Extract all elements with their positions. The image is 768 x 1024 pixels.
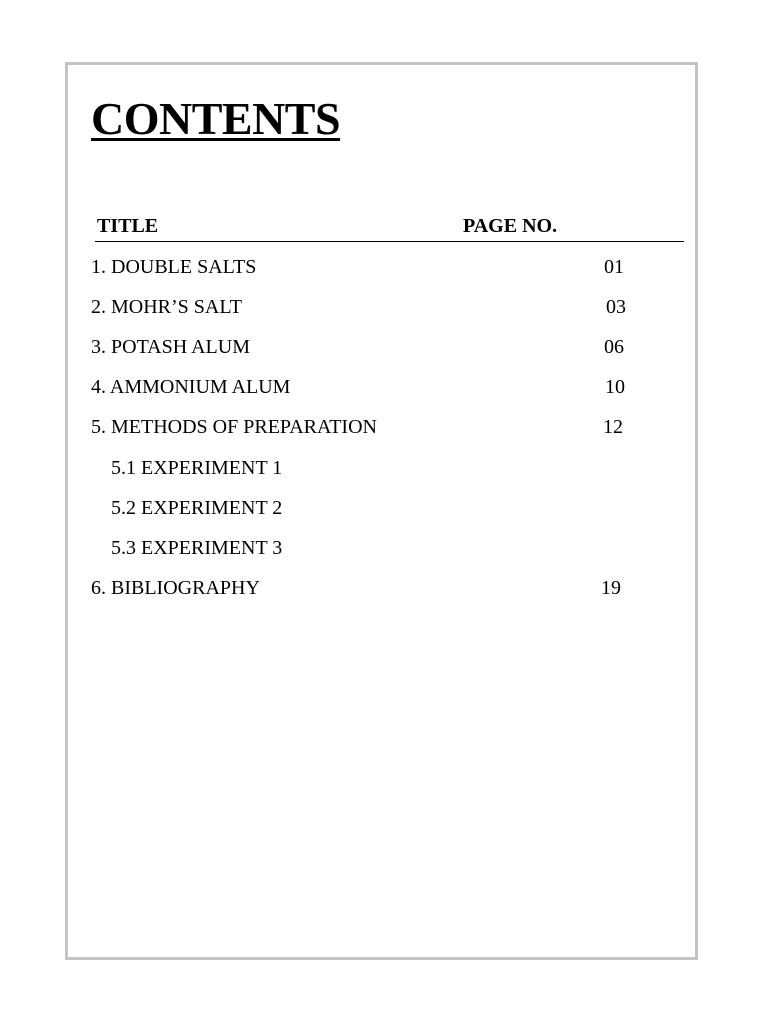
toc-entry-title: 5.1 EXPERIMENT 1 [111,457,283,479]
toc-entry-page: 10 [605,376,625,398]
toc-entry-title: 6. BIBLIOGRAPHY [91,577,260,599]
toc-entry-page: 19 [601,577,621,599]
toc-entry-title: 4. AMMONIUM ALUM [91,376,291,398]
page-number-column-header: PAGE NO. [463,215,558,237]
toc-entry-title: 5. METHODS OF PREPARATION [91,416,377,438]
toc-entry-title: 5.3 EXPERIMENT 3 [111,537,283,559]
toc-entry-title: 1. DOUBLE SALTS [91,256,257,278]
page-title: CONTENTS [91,93,341,144]
toc-entry-page: 01 [604,256,624,278]
toc-entry-title: 3. POTASH ALUM [91,336,250,358]
toc-entry-page: 03 [606,296,626,318]
toc-entry-title: 5.2 EXPERIMENT 2 [111,497,283,519]
header-divider [95,241,684,242]
toc-entry-page: 12 [603,416,623,438]
title-column-header: TITLE [97,215,159,237]
toc-entry-title: 2. MOHR’S SALT [91,296,242,318]
toc-entry-page: 06 [604,336,624,358]
